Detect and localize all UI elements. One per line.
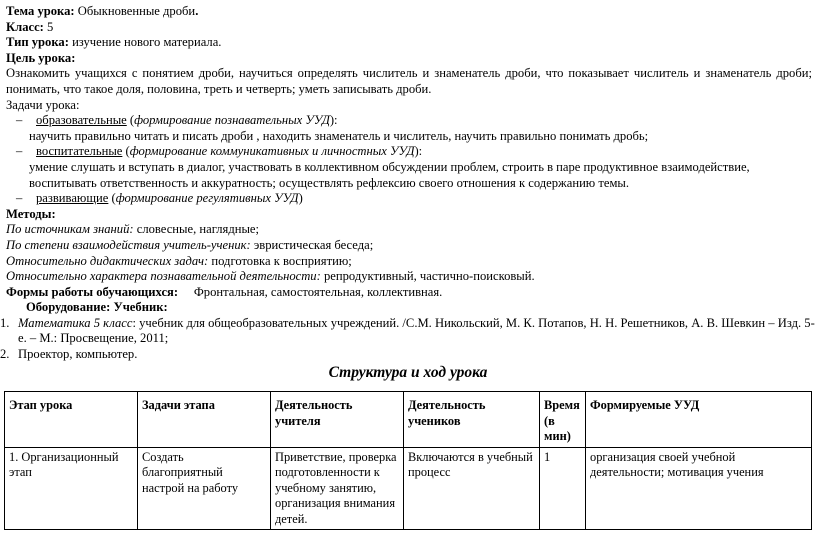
header-teacher-activity: Деятельность учителя (271, 392, 404, 448)
task-upbringing-text-1: умение слушать и вступать в диалог, участвовать в коллективном обсуждении проблем, строить в паре продуктивное взаимодействие, (29, 159, 750, 174)
header-uud: Формируемые УУД (586, 392, 812, 448)
method-item: Относительно дидактических задач: подготовка к восприятию; (6, 253, 352, 268)
task-educational-text: научить правильно читать и писать дроби , находить знаменатель и числитель, научить правильно понимать дробь; (29, 128, 649, 143)
task-upbringing-text-2: воспитывать ответственность и аккуратность; осуществлять рефлексию своего отношения к содержанию темы. (29, 175, 630, 190)
header-student-activity: Деятельность учеников (404, 392, 540, 448)
task-upbringing: – воспитательные (формирование коммуникативных и личностных УУД): (16, 144, 423, 159)
lesson-type-line: Тип урока: изучение нового материала. (6, 35, 222, 50)
equipment-item-projector: 2. Проектор, компьютер. (0, 347, 138, 362)
table-row (5, 447, 812, 530)
goal-text-line2: понимать, что такое доля, половина, треть и четверть; уметь записывать дроби. (6, 81, 432, 96)
table-cell: 1. Организационный этап (5, 447, 138, 530)
table-cell: организация своей учебной деятельности; мотивация учения (586, 447, 812, 530)
topic-line: Тема урока: Обыкновенные дроби. (6, 4, 199, 18)
table-header-row (5, 392, 812, 448)
methods-label: Методы: (6, 206, 56, 221)
lesson-structure-table (4, 391, 812, 530)
header-time: Время (в мин) (540, 392, 586, 448)
goal-text-line1: Ознакомить учащихся с понятием дроби, научиться определять числитель и знаменатель дроби, что показывает числитель и знаменатель дроби; (6, 66, 812, 81)
lesson-plan-document (0, 4, 815, 363)
task-educational: – образовательные (формирование познавательных УУД): (16, 113, 338, 128)
method-item: Относительно характера познавательной деятельности: репродуктивный, частично-поисковый. (6, 269, 535, 284)
equipment-label: Оборудование: Учебник: (26, 300, 168, 315)
goal-label: Цель урока: (6, 50, 76, 65)
table-cell: Приветствие, проверка подготовленности к учебному занятию, организация внимания детей. (271, 447, 404, 530)
method-item: По источникам знаний: словесные, наглядные; (6, 222, 260, 237)
tasks-label: Задачи урока: (6, 97, 80, 112)
work-forms-line: Формы работы обучающихся: Фронтальная, самостоятельная, коллективная. (6, 284, 443, 299)
header-stage: Этап урока (5, 392, 138, 448)
task-developing: – развивающие (формирование регулятивных УУД) (16, 191, 303, 206)
structure-title: Структура и ход урока (328, 364, 488, 381)
class-line: Класс: 5 (6, 19, 54, 34)
header-stage-tasks: Задачи этапа (138, 392, 271, 448)
method-item: По степени взаимодействия учитель-ученик: эвристическая беседа; (6, 237, 374, 252)
equipment-item-textbook: 1. Математика 5 класс: учебник для общеобразовательных учреждений. /С.М. Никольский, М. К. Потапов, Н. Н. Решетников, А. В. Шевкин – Изд. 5- е. – М.: Просвещение, 2011; (0, 315, 815, 346)
table-cell: Создать благоприятный настрой на работу (138, 447, 271, 530)
table-cell: 1 (540, 447, 586, 530)
table-cell: Включаются в учебный процесс (404, 447, 540, 530)
